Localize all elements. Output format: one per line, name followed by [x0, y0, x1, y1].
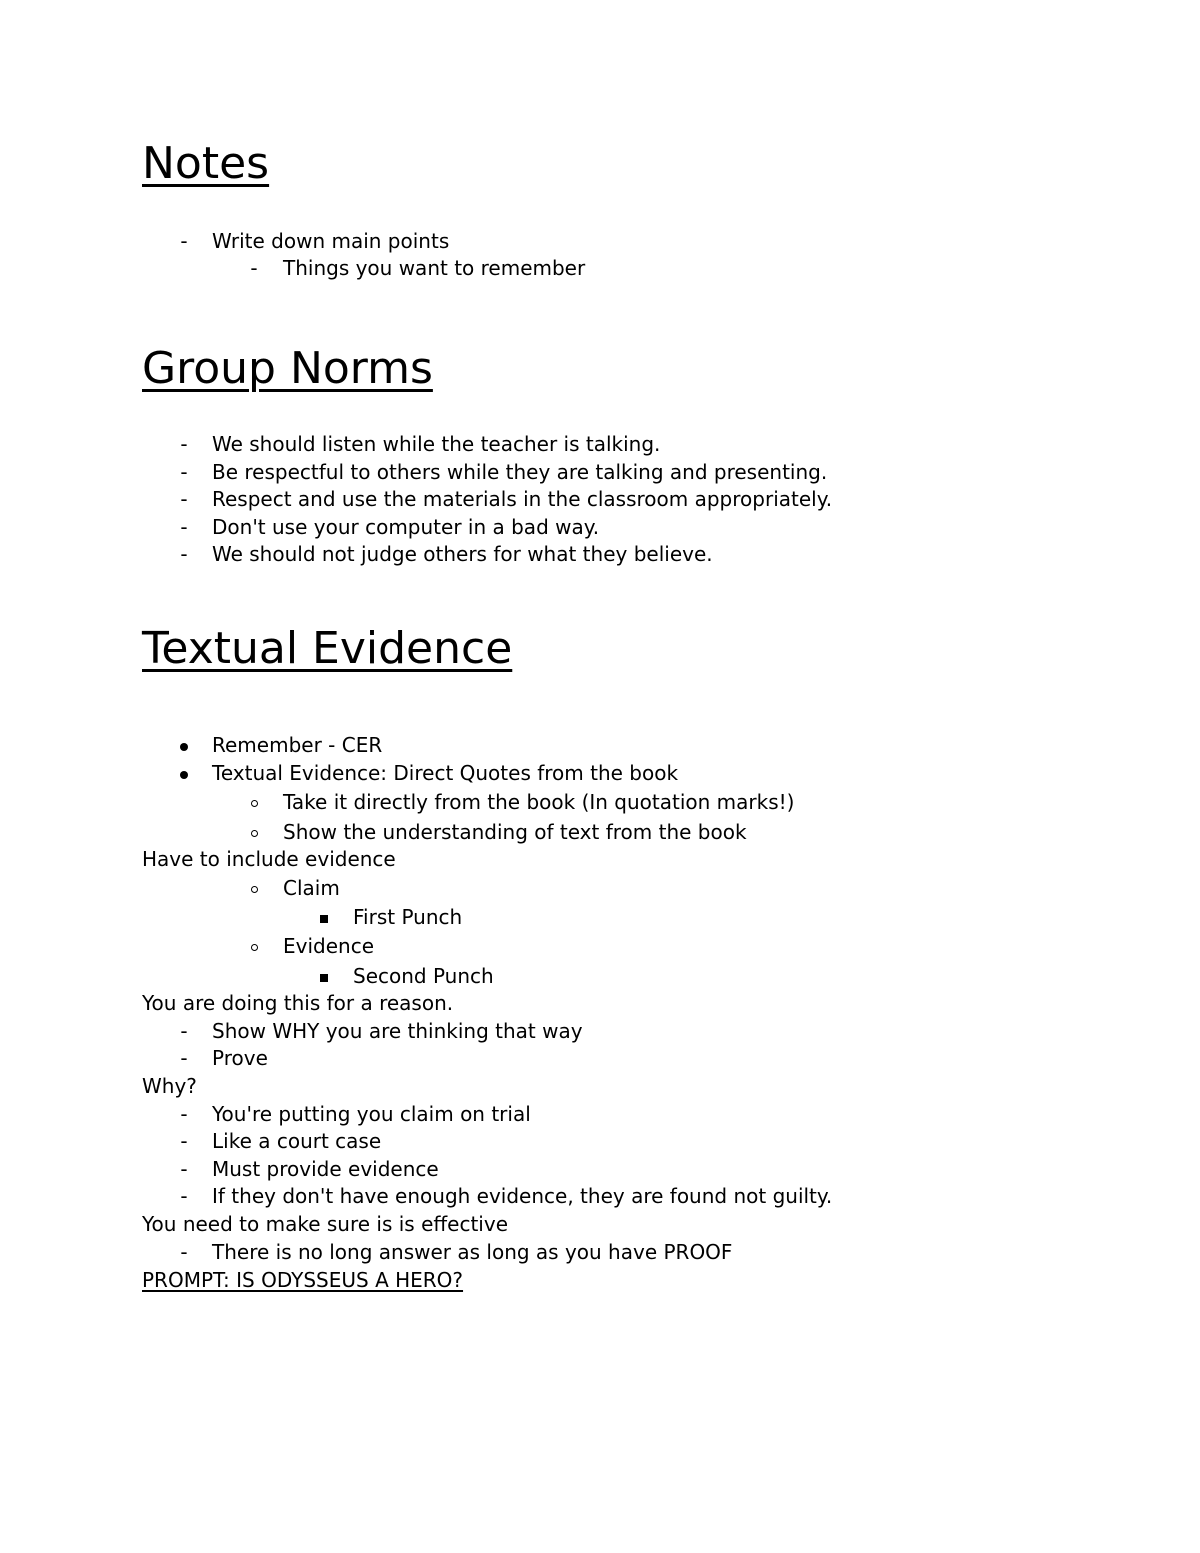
dash-marker: -	[180, 1046, 188, 1070]
dash-marker: -	[180, 542, 188, 566]
dash-marker: -	[180, 1184, 188, 1208]
group-norms-heading: Group Norms	[142, 343, 433, 394]
list-item-text: There is no long answer as long as you have PROOF	[212, 1240, 733, 1264]
circle-marker	[244, 818, 264, 846]
dash-marker: -	[180, 1102, 188, 1126]
dash-marker: -	[180, 1129, 188, 1153]
list-item-text: Evidence	[283, 934, 375, 958]
list-item-text: Show the understanding of text from the book	[283, 820, 747, 844]
paragraph-text: Have to include evidence	[142, 847, 396, 871]
list-item-text: Like a court case	[212, 1129, 382, 1153]
list-item-text: Must provide evidence	[212, 1157, 439, 1181]
list-item-text: Textual Evidence: Direct Quotes from the book	[212, 761, 679, 785]
dash-marker: -	[180, 229, 188, 253]
circle-marker	[244, 932, 264, 960]
list-item-text: We should not judge others for what they believe.	[212, 542, 713, 566]
dash-marker: -	[180, 1019, 188, 1043]
list-item-text: Show WHY you are thinking that way	[212, 1019, 583, 1043]
list-item-text: Be respectful to others while they are talking and presenting.	[212, 460, 828, 484]
list-item-text: Remember - CER	[212, 733, 383, 757]
circle-marker	[244, 788, 264, 816]
dash-marker: -	[250, 256, 258, 280]
square-marker	[314, 962, 334, 990]
dash-marker: -	[180, 1157, 188, 1181]
circle-marker	[244, 874, 264, 902]
paragraph-text: Why?	[142, 1074, 197, 1098]
list-item-text: Don't use your computer in a bad way.	[212, 515, 600, 539]
bullet-marker	[174, 759, 194, 787]
list-item-text: Prove	[212, 1046, 268, 1070]
list-item-text: We should listen while the teacher is talking.	[212, 432, 661, 456]
list-item-text: Respect and use the materials in the classroom appropriately.	[212, 487, 833, 511]
dash-marker: -	[180, 432, 188, 456]
notes-heading: Notes	[142, 138, 270, 189]
dash-marker: -	[180, 1240, 188, 1264]
paragraph-text: You are doing this for a reason.	[142, 991, 454, 1015]
list-item-text: Write down main points	[212, 229, 450, 253]
paragraph-text: You need to make sure is is effective	[142, 1212, 509, 1236]
square-marker	[314, 903, 334, 931]
list-item-text: First Punch	[353, 905, 463, 929]
dash-marker: -	[180, 460, 188, 484]
bullet-marker	[174, 731, 194, 759]
list-item-text: Second Punch	[353, 964, 494, 988]
list-item-text: Things you want to remember	[283, 256, 586, 280]
list-item-text: You're putting you claim on trial	[212, 1102, 531, 1126]
prompt-text: PROMPT: IS ODYSSEUS A HERO?	[142, 1268, 464, 1292]
list-item-text: Claim	[283, 876, 340, 900]
list-item-text: Take it directly from the book (In quotation marks!)	[283, 790, 795, 814]
list-item-text: If they don't have enough evidence, they are found not guilty.	[212, 1184, 833, 1208]
dash-marker: -	[180, 487, 188, 511]
dash-marker: -	[180, 515, 188, 539]
textual-evidence-heading: Textual Evidence	[142, 623, 513, 674]
